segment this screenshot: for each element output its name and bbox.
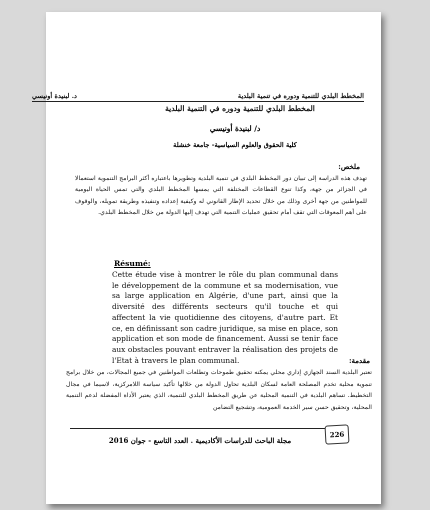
article-title: المخطط البلدي للتنمية ودوره في التنمية البلدية bbox=[165, 104, 315, 113]
resume-heading: Résumé: bbox=[114, 259, 151, 268]
abstract-ar-heading: ملخص: bbox=[338, 162, 360, 171]
journal-footer: مجلة الباحث للدراسات الأكاديمية . العدد التاسع - جوان 2016 bbox=[108, 436, 292, 445]
page-number-badge: 226 bbox=[325, 424, 350, 444]
running-header-title: المخطط البلدي للتنمية ودوره في تنمية البلدية bbox=[237, 92, 364, 100]
intro-body bbox=[66, 367, 372, 413]
running-header bbox=[32, 88, 364, 102]
intro-heading: مقدمة: bbox=[348, 356, 370, 365]
abstract-ar-text: تهدف هذه الدراسة إلى تبيان دور المخطط البلدي في تنمية البلدية وتطويرها باعتباره أكثر البرامج التنموية استعمالا في الجزائر من جهة، وكذا تنوع القطاعات المختلفة التي يمسها المخطط البلدي والتي تمس الحياة اليومية للمواطنين من جهة أخرى وذلك من خلال تحديد الإطار القانوني له وكيفية إعداده وتنفيذه وطريقة تمويله، والوقوف على أهم المعوقات التي تقف أمام تحقيق عمليات التنمية التي تهدف إليها الدولة من خلال المخطط البلدي. bbox=[75, 175, 367, 217]
article-author: د/ لبنيدة أونيسي bbox=[209, 124, 261, 133]
intro-text: تعتبر البلدية السند الجهازي إداري محلي يمكنه تحقيق طموحات وتطلعات المواطنين في جميع المجالات، من خلال برامج تنموية محلية تخدم المصلحة العامة لسكان البلدية تحاول الدولة من خلالها تأكيد سياسة اللامركزية، لاسيما في مجال التخطيط. تساهم البلدية في التنمية المحلية عن طريق المخطط البلدي للتنمية، الذي يعتبر الأداة المفضلة لدعم التنمية المحلية، وتحقيق حسن سير الخدمة العمومية، وتشجيع التضامن bbox=[66, 369, 372, 411]
running-header-author: د. لبنيدة أونيسي bbox=[32, 92, 77, 100]
article-affiliation: كلية الحقوق والعلوم السياسية- جامعة خنشلة bbox=[173, 141, 297, 149]
abstract-ar-body bbox=[75, 173, 367, 219]
resume-text: Cette étude vise à montrer le rôle du plan communal dans le développement de la commune et sa modernisation, vue sa large application en Algérie, d'une part, ainsi que la diversité des différents secteurs qu'il touche et qui affectent la vie quotidienne des citoyens, d'autre part. Et ce, en définissant son cadre juridique, sa mise en place, son application et son mode de financement. Aussi se tenir face aux obstacles pouvant entraver la réalisation des projets de l'Etat à travers le plan communal. bbox=[112, 270, 338, 365]
resume-body bbox=[112, 270, 338, 366]
